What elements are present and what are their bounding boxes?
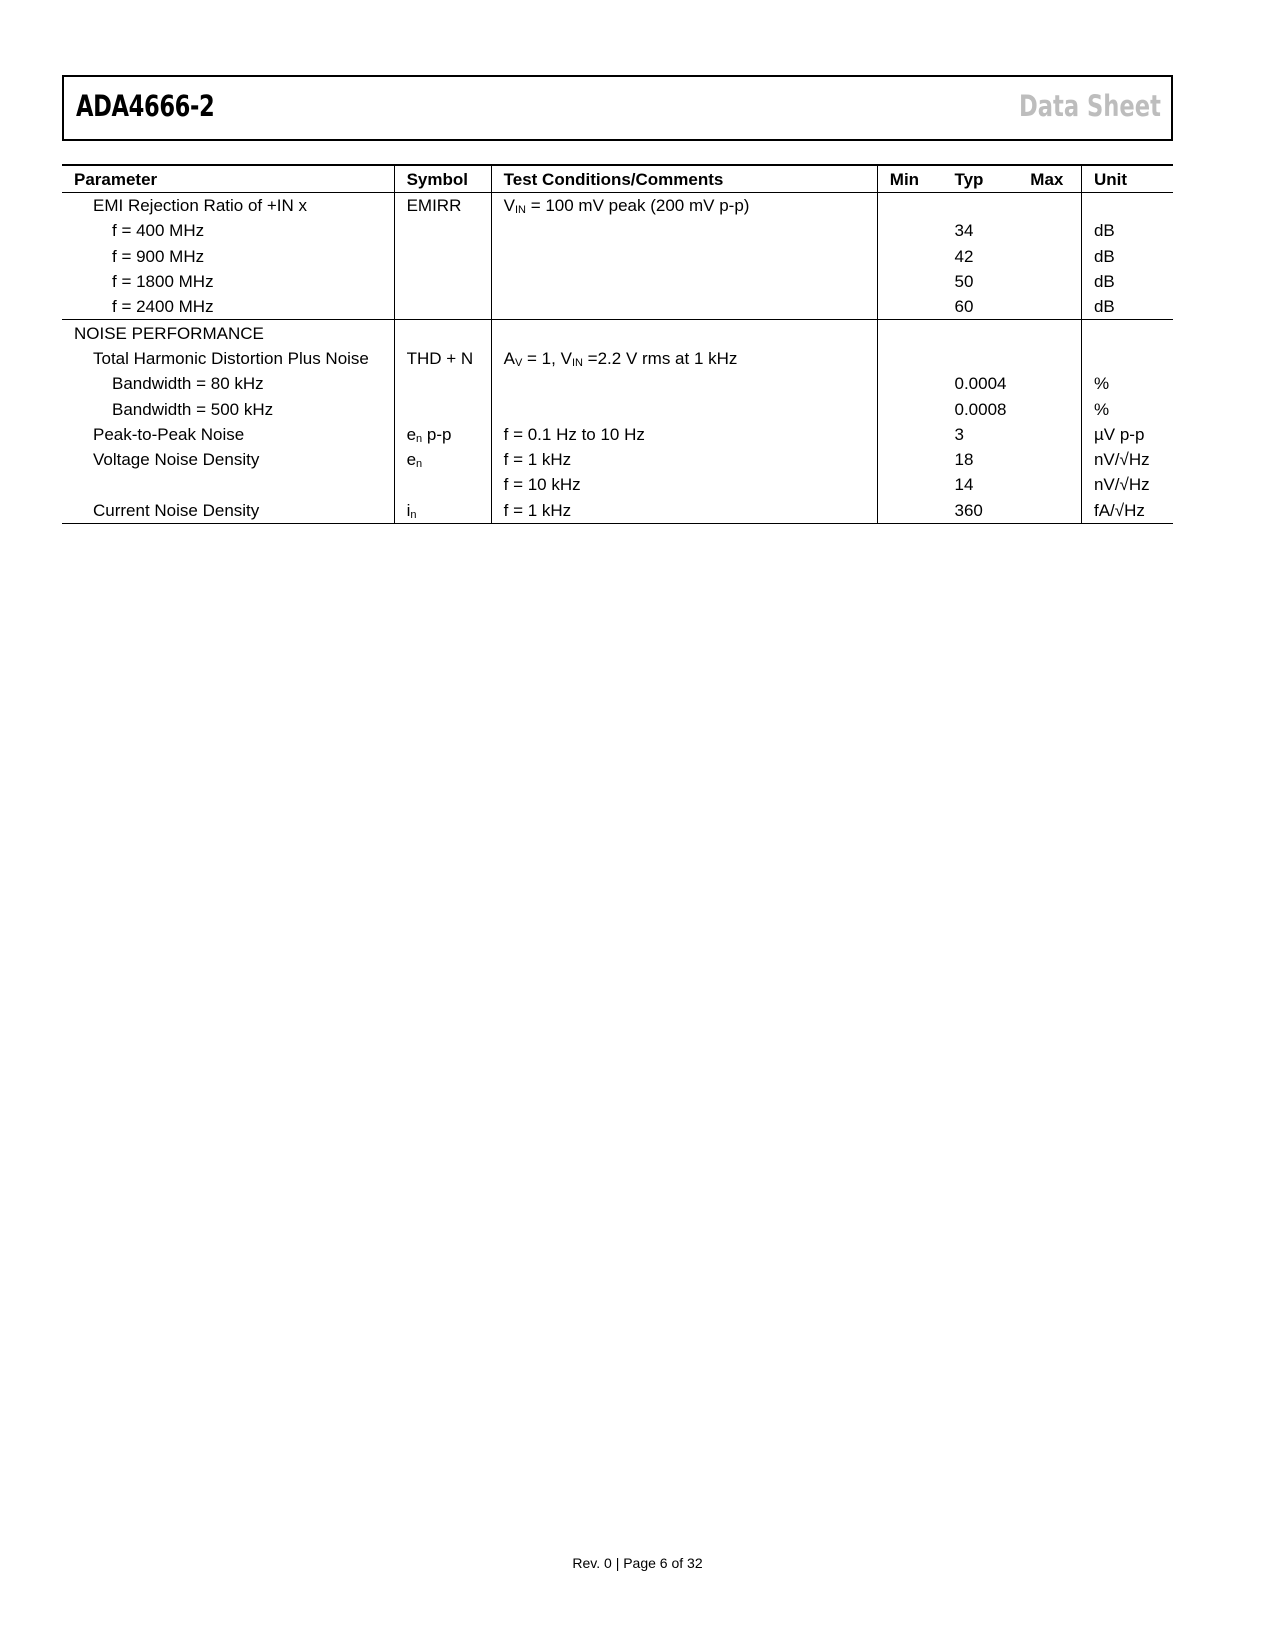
table-row bbox=[62, 193, 1173, 219]
unit-cell: nV/√Hz bbox=[1081, 472, 1173, 497]
typ-cell: 3 bbox=[954, 424, 964, 444]
table-row bbox=[62, 472, 1173, 497]
symbol-cell: $e_n$ bbox=[394, 447, 491, 472]
max-cell bbox=[1018, 193, 1081, 219]
max-cell bbox=[1018, 218, 1081, 243]
symbol-cell bbox=[394, 218, 491, 243]
condition-cell bbox=[491, 320, 877, 346]
param-cell: Peak-to-Peak Noise bbox=[93, 424, 245, 444]
condition-cell bbox=[491, 269, 877, 294]
typ-cell: 360 bbox=[942, 498, 1018, 524]
specifications-table bbox=[62, 164, 1173, 524]
min-cell bbox=[877, 320, 942, 346]
unit-cell: dB bbox=[1081, 244, 1173, 269]
typ-cell: 0.0004 bbox=[954, 374, 1007, 394]
column-header-unit: Unit bbox=[1081, 165, 1173, 193]
symbol-cell: EMIRR bbox=[394, 193, 491, 219]
column-header-symbol: Symbol bbox=[394, 165, 491, 193]
condition-cell: $V_{IN} = 100$ mV peak (200 mV p-p) bbox=[491, 193, 877, 219]
param-cell: Total Harmonic Distortion Plus Noise bbox=[93, 348, 369, 368]
column-header-typ: Typ bbox=[942, 165, 1018, 193]
table-row bbox=[62, 244, 1173, 269]
condition-cell: f = 10 kHz bbox=[491, 472, 877, 497]
column-header-min: Min bbox=[877, 165, 942, 193]
symbol-cell bbox=[394, 396, 491, 421]
typ-cell bbox=[942, 193, 1018, 219]
condition-cell: f = 0.1 Hz to 10 Hz bbox=[491, 422, 877, 447]
min-cell bbox=[877, 193, 942, 219]
column-header-parameter: Parameter bbox=[62, 165, 394, 193]
typ-cell: 34 bbox=[954, 221, 974, 241]
max-cell bbox=[1018, 320, 1081, 346]
condition-cell: $A_V = 1$, $V_{IN} =2.2$ V rms at 1 kHz bbox=[491, 346, 877, 371]
min-cell bbox=[877, 447, 942, 472]
column-header-max: Max bbox=[1018, 165, 1081, 193]
max-cell bbox=[1018, 269, 1081, 294]
table-row bbox=[62, 218, 1173, 243]
max-cell bbox=[1018, 371, 1081, 396]
unit-cell: µV p-p bbox=[1081, 422, 1173, 447]
param-cell: f = 400 MHz bbox=[112, 221, 205, 241]
condition-cell: f = 1 kHz bbox=[491, 447, 877, 472]
max-cell bbox=[1018, 498, 1081, 524]
condition-cell bbox=[491, 244, 877, 269]
symbol-cell bbox=[394, 294, 491, 320]
min-cell bbox=[877, 346, 942, 371]
min-cell bbox=[877, 371, 942, 396]
unit-cell: % bbox=[1081, 396, 1173, 421]
param-cell: Voltage Noise Density bbox=[93, 450, 260, 470]
typ-cell bbox=[942, 346, 1018, 371]
typ-cell: 18 bbox=[954, 450, 974, 470]
unit-cell: dB bbox=[1081, 294, 1173, 320]
table-row bbox=[62, 371, 1173, 396]
param-cell: f = 1800 MHz bbox=[112, 272, 214, 292]
condition-cell bbox=[491, 396, 877, 421]
typ-cell: 50 bbox=[954, 272, 974, 292]
unit-cell bbox=[1081, 193, 1173, 219]
table-row bbox=[62, 498, 1173, 524]
typ-cell bbox=[942, 320, 1018, 346]
symbol-cell bbox=[394, 472, 491, 497]
table-row bbox=[62, 294, 1173, 320]
typ-cell: 14 bbox=[954, 475, 974, 495]
min-cell bbox=[877, 472, 942, 497]
column-header-test-conditions: Test Conditions/Comments bbox=[491, 165, 877, 193]
page-footer: Rev. 0 | Page 6 of 32 bbox=[572, 1555, 703, 1571]
unit-cell bbox=[1081, 320, 1173, 346]
typ-cell: 42 bbox=[954, 246, 974, 266]
symbol-cell: THD + N bbox=[394, 346, 491, 371]
symbol-cell bbox=[394, 244, 491, 269]
table-row bbox=[62, 396, 1173, 421]
param-cell: Current Noise Density bbox=[62, 498, 394, 524]
typ-cell: 60 bbox=[942, 294, 1018, 320]
table-row bbox=[62, 447, 1173, 472]
symbol-cell bbox=[394, 269, 491, 294]
unit-cell bbox=[1081, 346, 1173, 371]
symbol-cell bbox=[394, 320, 491, 346]
section-heading-cell: NOISE PERFORMANCE bbox=[74, 323, 264, 343]
param-cell: Bandwidth = 500 kHz bbox=[112, 399, 274, 419]
max-cell bbox=[1018, 294, 1081, 320]
table-header-row bbox=[62, 165, 1173, 193]
param-cell: f = 2400 MHz bbox=[62, 294, 394, 320]
min-cell bbox=[877, 244, 942, 269]
unit-cell: nV/√Hz bbox=[1081, 447, 1173, 472]
typ-cell: 0.0008 bbox=[954, 399, 1007, 419]
max-cell bbox=[1018, 396, 1081, 421]
table-row bbox=[62, 422, 1173, 447]
max-cell bbox=[1018, 422, 1081, 447]
min-cell bbox=[877, 269, 942, 294]
table-row bbox=[62, 320, 1173, 346]
symbol-cell: $i_n$ bbox=[394, 498, 491, 524]
unit-cell: fA/√Hz bbox=[1081, 498, 1173, 524]
table-row bbox=[62, 346, 1173, 371]
max-cell bbox=[1018, 472, 1081, 497]
max-cell bbox=[1018, 244, 1081, 269]
param-cell: EMI Rejection Ratio of +IN x bbox=[93, 196, 308, 216]
condition-cell: f = 1 kHz bbox=[491, 498, 877, 524]
condition-cell bbox=[491, 294, 877, 320]
min-cell bbox=[877, 422, 942, 447]
document-title: ADA4666-2 bbox=[76, 89, 215, 123]
min-cell bbox=[877, 498, 942, 524]
param-cell: f = 900 MHz bbox=[112, 246, 205, 266]
symbol-cell bbox=[394, 371, 491, 396]
min-cell bbox=[877, 294, 942, 320]
min-cell bbox=[877, 218, 942, 243]
param-cell bbox=[62, 472, 394, 497]
document-header bbox=[62, 75, 1173, 141]
min-cell bbox=[877, 396, 942, 421]
condition-cell bbox=[491, 218, 877, 243]
unit-cell: % bbox=[1081, 371, 1173, 396]
document-type-label: Data Sheet bbox=[1019, 89, 1161, 123]
symbol-cell: $e_n$ p-p bbox=[394, 422, 491, 447]
table-row bbox=[62, 269, 1173, 294]
unit-cell: dB bbox=[1081, 218, 1173, 243]
max-cell bbox=[1018, 447, 1081, 472]
condition-cell bbox=[491, 371, 877, 396]
param-cell: Bandwidth = 80 kHz bbox=[112, 374, 264, 394]
unit-cell: dB bbox=[1081, 269, 1173, 294]
max-cell bbox=[1018, 346, 1081, 371]
